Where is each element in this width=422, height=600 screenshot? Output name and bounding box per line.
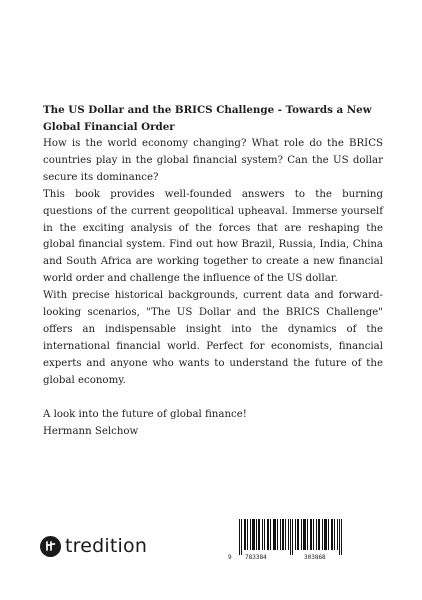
barcode-first-digit: 9	[228, 554, 232, 561]
tredition-logo-icon	[40, 536, 61, 557]
isbn-barcode	[227, 519, 372, 565]
author-name: Hermann Selchow	[43, 425, 139, 437]
book-title: The US Dollar and the BRICS Challenge - Towards a New Global Financial Order	[43, 104, 372, 133]
publisher-logo	[40, 534, 147, 558]
paragraph-spacer	[43, 390, 383, 407]
publisher-name: tredition	[65, 535, 148, 557]
barcode-right-group: 303868	[304, 554, 326, 561]
blurb-text-block	[43, 102, 383, 440]
tagline: A look into the future of global finance!	[43, 408, 247, 420]
blurb-paragraph-3: With precise historical backgrounds, current data and forward-looking scenarios, "The US Dollar and the BRICS Challenge" offers an indispensable insight into the dynamics of the international financial world. Perfect for economists, financial experts and anyone who wants to understand the future of the global economy.	[43, 290, 383, 386]
barcode-icon	[227, 519, 372, 555]
blurb-paragraph-1: How is the world economy changing? What role do the BRICS countries play in the global financial system? Can the US dollar secure its dominance?	[43, 138, 383, 183]
blurb-paragraph-2: This book provides well-founded answers to the burning questions of the current geopolitical upheaval. Immerse yourself in the exciting analysis of the forces that are reshaping the global financial system. Find out how Brazil, Russia, India, China and South Africa are working together to create a new financial world order and challenge the influence of the US dollar.	[43, 188, 383, 285]
barcode-left-group: 783384	[245, 554, 267, 561]
